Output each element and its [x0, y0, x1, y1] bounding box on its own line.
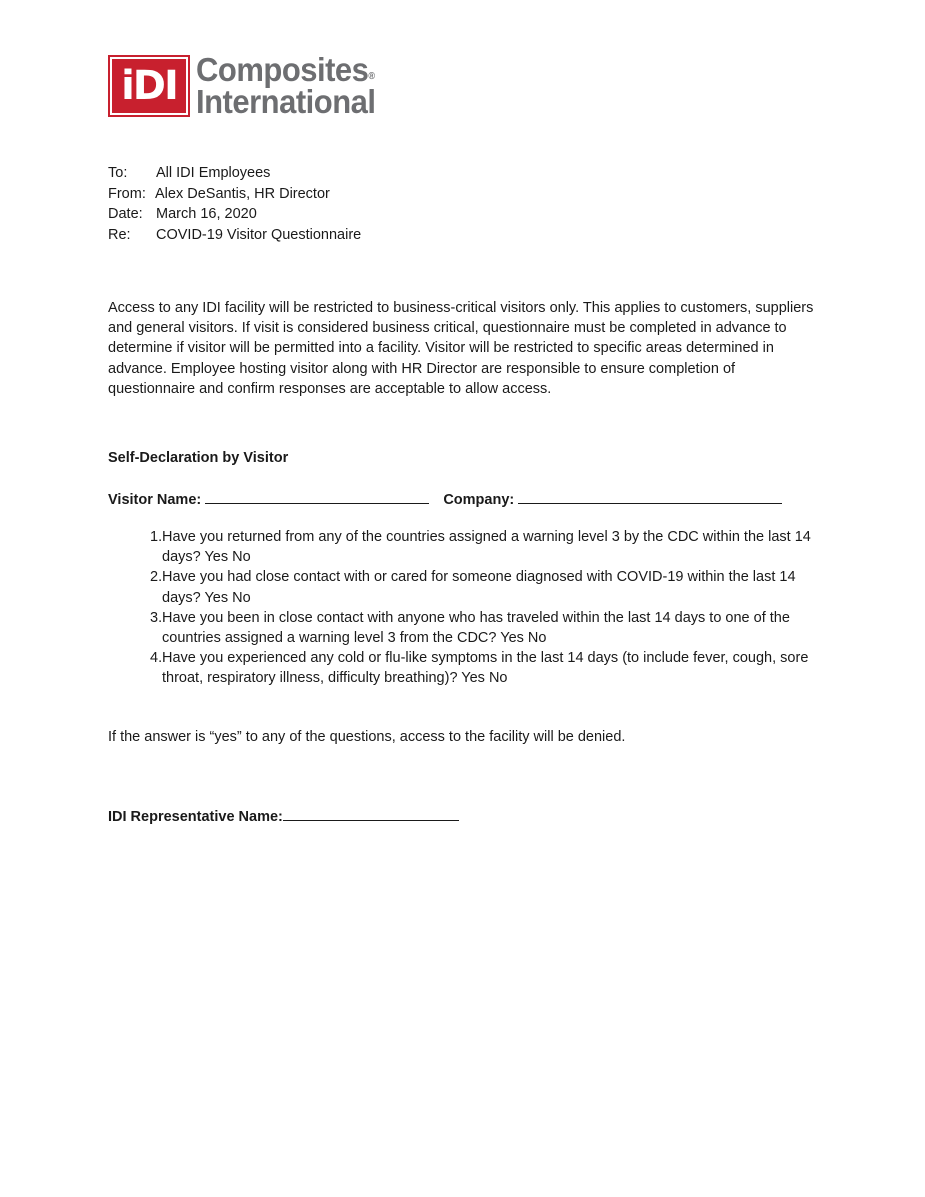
question-item: [108, 567, 820, 607]
visitor-name-label: Visitor Name:: [108, 492, 202, 508]
memo-header: [108, 163, 361, 245]
intro-paragraph: Access to any IDI facility will be restricted to business-critical visitors only. This applies to customers, suppliers and general visitors. If visit is considered business critical, questionnaire must be completed in advance to determine if visitor will be permitted into a facility. Visitor will be restricted to specific areas determined in advance. Employee hosting visitor along with HR Director are responsible to ensure completion of questionnaire and confirm responses are acceptable to allow access.: [108, 300, 814, 397]
memo-re-value: COVID-19 Visitor Questionnaire: [156, 226, 362, 243]
memo-date-row: [108, 204, 361, 225]
memo-date-label: Date:: [108, 206, 143, 222]
representative-name-field[interactable]: [283, 806, 459, 821]
company-field[interactable]: [518, 489, 782, 504]
denial-note: If the answer is “yes” to any of the questions, access to the facility will be denied.: [108, 729, 626, 745]
memo-re-row: [108, 225, 361, 246]
memo-from-value: Alex DeSantis, HR Director: [155, 185, 330, 202]
logo-wordmark: [196, 50, 376, 121]
question-list: [108, 527, 820, 689]
question-item: [108, 608, 820, 648]
logo-mark-text: iDI: [112, 59, 186, 113]
question-text: Have you been in close contact with anyone who has traveled within the last 14 days to one of the countries assigned a warning level 3 from the CDC? Yes No: [162, 609, 790, 647]
representative-row: [108, 806, 459, 825]
question-text: Have you experienced any cold or flu-like symptoms in the last 14 days (to include fever, cough, sore throat, respiratory illness, difficulty breathing)? Yes No: [162, 650, 809, 687]
question-item: [108, 648, 820, 688]
logo-mark: [108, 55, 190, 117]
logo-line1: Composites: [196, 50, 369, 89]
memo-date-value: March 16, 2020: [156, 206, 257, 222]
registered-mark: ®: [368, 70, 375, 82]
question-number: 3.: [150, 609, 163, 626]
question-text: Have you had close contact with or cared for someone diagnosed with COVID-19 within the last 14 days? Yes No: [162, 569, 796, 606]
question-text: Have you returned from any of the countries assigned a warning level 3 by the CDC within the last 14 days? Yes No: [162, 529, 811, 566]
question-number: 4.: [150, 650, 163, 667]
section-title: Self-Declaration by Visitor: [108, 450, 289, 466]
memo-to-value: All IDI Employees: [156, 165, 271, 181]
question-number: 1.: [150, 529, 163, 545]
memo-from-row: [108, 184, 361, 205]
question-number: 2.: [150, 569, 163, 586]
memo-to-row: [108, 163, 361, 184]
company-logo: [108, 50, 400, 121]
memo-from-label: From:: [108, 185, 146, 202]
visitor-fields-row: [108, 489, 782, 508]
visitor-name-field[interactable]: [205, 489, 429, 504]
memo-to-label: To:: [108, 165, 128, 181]
representative-label: IDI Representative Name:: [108, 809, 283, 825]
logo-line2: International: [196, 82, 376, 121]
question-item: [108, 527, 820, 567]
company-label: Company:: [443, 492, 515, 508]
memo-re-label: Re:: [108, 226, 131, 243]
